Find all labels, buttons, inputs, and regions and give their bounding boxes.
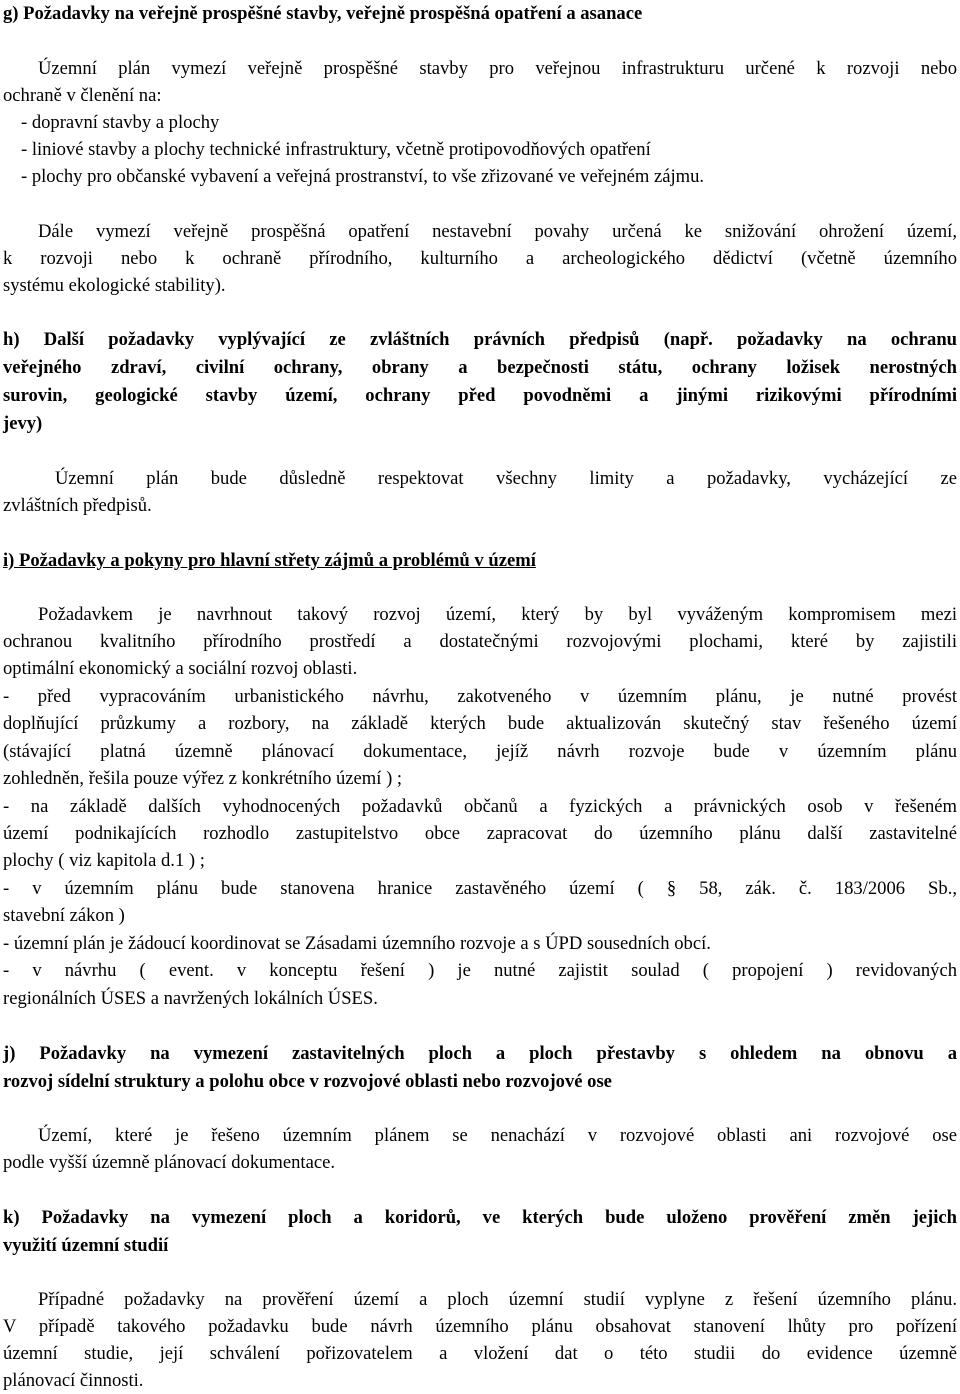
section-k-heading: k) Požadavky na vymezení ploch a koridorů, ve kterých bude uloženo prověření změn jejich [3, 1207, 957, 1228]
section-i-list-line: - na základě dalších vyhodnocených požadavků občanů a fyzických a právnických osob v řešeném [3, 796, 957, 817]
section-g-paragraph-line: Územní plán vymezí veřejně prospěšné stavby pro veřejnou infrastrukturu určené k rozvoji nebo [38, 58, 957, 79]
section-i-list-line: regionálních ÚSES a navržených lokálních ÚSES. [3, 988, 378, 1009]
section-h-heading: surovin, geologické stavby území, ochrany před povodněmi a jinými rizikovými přírodními [3, 385, 957, 406]
section-k-heading: využití územní studií [3, 1235, 169, 1256]
section-i-list-line: doplňující průzkumy a rozbory, na základě kterých bude aktualizován skutečný stav řešeného území [3, 713, 957, 734]
section-g-list-item: - plochy pro občanské vybavení a veřejná prostranství, to vše zřizované ve veřejném zájmu. [21, 166, 705, 187]
section-i-paragraph-line: optimální ekonomický a sociální rozvoj oblasti. [3, 658, 358, 679]
section-g-paragraph-line: ochraně v členění na: [3, 85, 162, 106]
section-k-paragraph-line: Případné požadavky na prověření území a ploch územní studií vyplyne z řešení územního plánu. [38, 1289, 957, 1310]
section-g-heading: g) Požadavky na veřejně prospěšné stavby, veřejně prospěšná opatření a asanace [3, 3, 643, 24]
section-h-heading: veřejného zdraví, civilní ochrany, obrany a bezpečnosti státu, ochrany ložisek nerostných [3, 357, 957, 378]
section-i-list-line: - v návrhu ( event. v konceptu řešení ) je nutné zajistit soulad ( propojení ) revidovaných [3, 960, 957, 981]
section-j-paragraph-line: Území, které je řešeno územním plánem se nenachází v rozvojové oblasti ani rozvojové ose [38, 1125, 957, 1146]
section-g-list-item: - dopravní stavby a plochy [21, 112, 220, 133]
section-i-paragraph-line: ochranou kvalitního přírodního prostředí a dostatečnými rozvojovými plochami, které by zajistili [3, 631, 957, 652]
section-i-list-line: - v územním plánu bude stanovena hranice zastavěného území ( § 58, zák. č. 183/2006 Sb., [3, 878, 957, 899]
section-i-list-line: území podnikajících rozhodlo zastupitelstvo obce zapracovat do územního plánu další zastavitelné [3, 823, 957, 844]
section-j-heading: j) Požadavky na vymezení zastavitelných ploch a ploch přestavby s ohledem na obnovu a [3, 1043, 957, 1064]
section-i-list-line: - před vypracováním urbanistického návrhu, zakotveného v územním plánu, je nutné provést [3, 686, 957, 707]
section-h-heading: h) Další požadavky vyplývající ze zvláštních právních předpisů (např. požadavky na ochranu [3, 329, 957, 350]
section-i-paragraph-line: Požadavkem je navrhnout takový rozvoj území, který by byl vyváženým kompromisem mezi [38, 604, 957, 625]
section-k-paragraph-line: plánovací činnosti. [3, 1370, 144, 1391]
section-i-list-line: plochy ( viz kapitola d.1 ) ; [3, 850, 205, 871]
section-h-paragraph-line: zvláštních předpisů. [3, 495, 152, 516]
section-g-paragraph-line: k rozvoji nebo k ochraně přírodního, kulturního a archeologického dědictví (včetně územního [3, 248, 957, 269]
section-i-list-line: - územní plán je žádoucí koordinovat se Zásadami územního rozvoje a s ÚPD sousedních obcí. [3, 933, 711, 954]
section-j-heading: rozvoj sídelní struktury a polohu obce v rozvojové oblasti nebo rozvojové ose [3, 1071, 612, 1092]
section-i-list-line: zohledněn, řešila pouze výřez z konkrétního území ) ; [3, 768, 403, 789]
section-g-paragraph-line: systému ekologické stability). [3, 275, 226, 296]
section-h-heading: jevy) [3, 413, 43, 434]
section-k-paragraph-line: V případě takového požadavku bude návrh územního plánu obsahovat stanovení lhůty pro pořízení [3, 1316, 957, 1337]
section-g-list-item: - liniové stavby a plochy technické infrastruktury, včetně protipovodňových opatření [21, 139, 651, 160]
section-k-paragraph-line: územní studie, její schválení pořizovatelem a vložení dat o této studii do evidence územně [3, 1343, 957, 1364]
section-j-paragraph-line: podle vyšší územně plánovací dokumentace. [3, 1152, 336, 1173]
section-i-heading: i) Požadavky a pokyny pro hlavní střety zájmů a problémů v území [3, 550, 536, 571]
section-g-paragraph-line: Dále vymezí veřejně prospěšná opatření nestavební povahy určená ke snižování ohrožení území, [38, 221, 957, 242]
section-i-list-line: (stávající platná územně plánovací dokumentace, jejíž návrh rozvoje bude v územním plánu [3, 741, 957, 762]
section-i-list-line: stavební zákon ) [3, 905, 125, 926]
section-h-paragraph-line: Územní plán bude důsledně respektovat všechny limity a požadavky, vycházející ze [55, 468, 957, 489]
